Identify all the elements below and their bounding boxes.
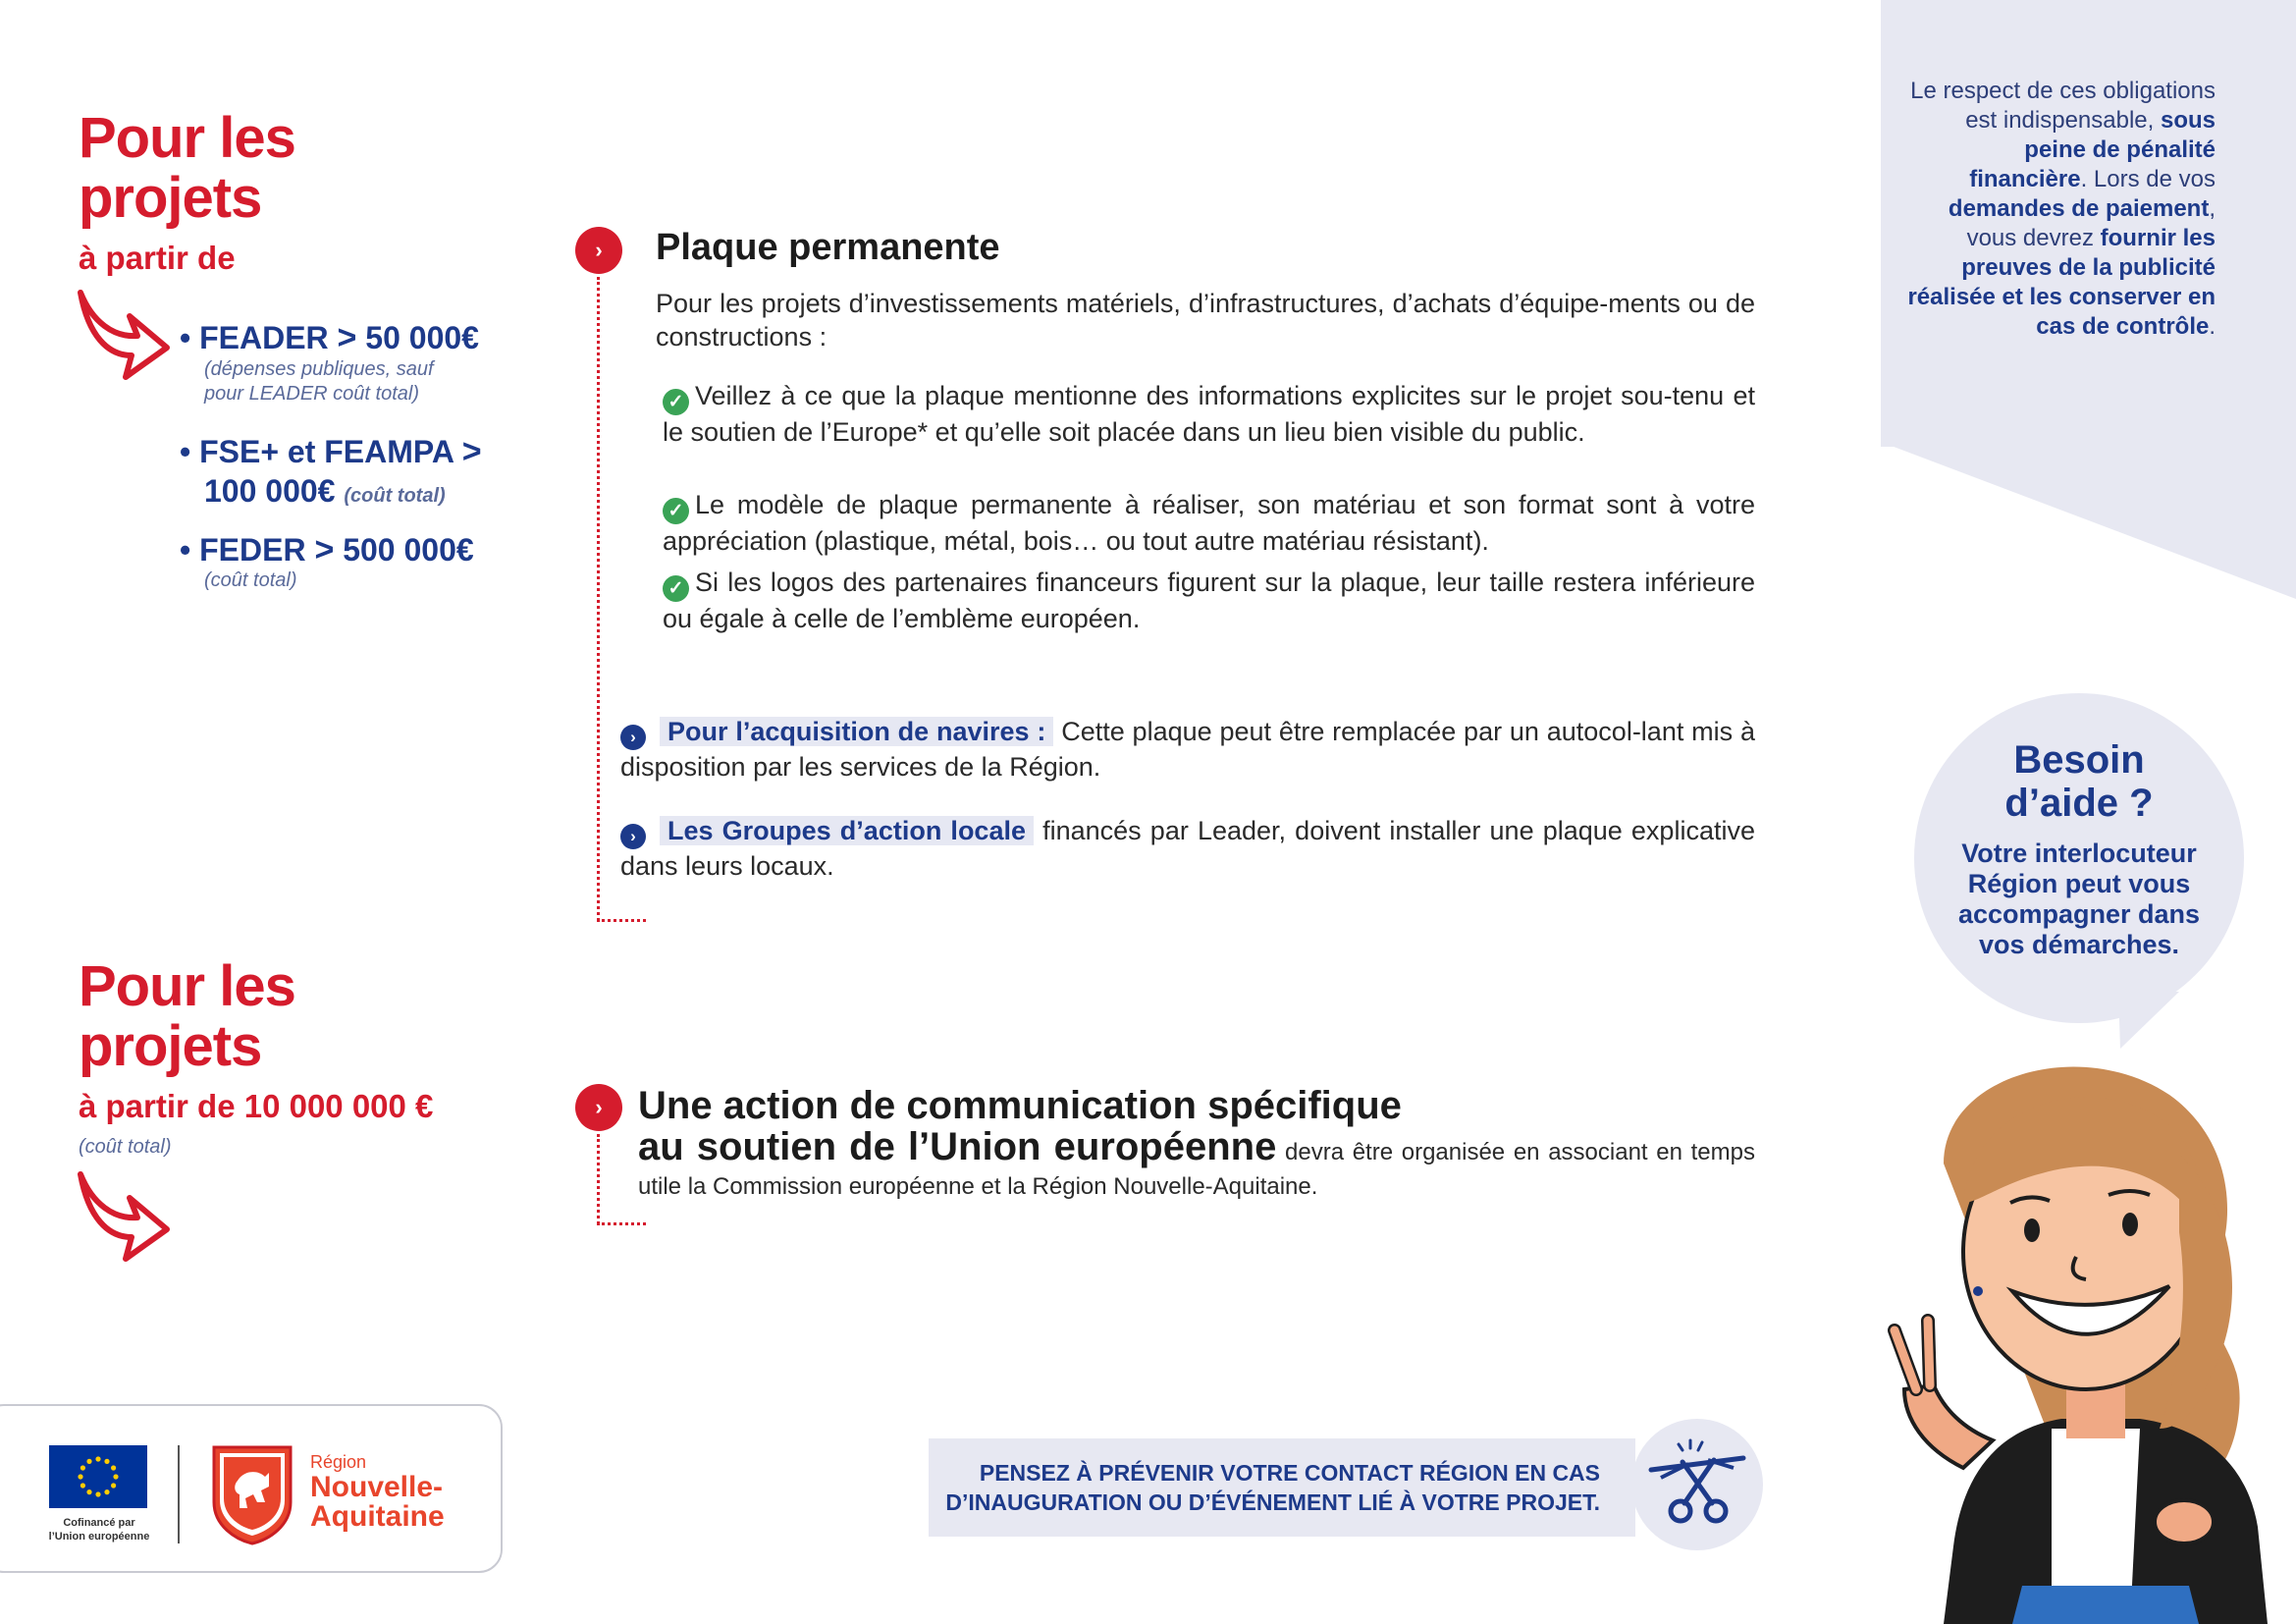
red-arrow-icon: [75, 1168, 173, 1267]
sidebar-text-part: . Lors de vos: [2080, 166, 2216, 192]
check-icon: ✓: [663, 389, 689, 415]
check-item-3: [663, 566, 1755, 635]
timeline-line: [597, 277, 600, 921]
section2-text: devra être organisée en associant en temps utile la Commission européenne et la Région Nouvelle-Aquitaine.: [638, 1139, 1755, 1200]
section2-title-line2: au soutien de l’Union européenne: [638, 1125, 1277, 1168]
help-title-line2: d’aide ?: [2004, 782, 2154, 825]
banner-line1: PENSEZ À PRÉVENIR VOTRE CONTACT RÉGION EN CAS: [979, 1460, 1600, 1486]
sidebar-text-part: , vous devrez: [1966, 195, 2216, 251]
section2-bullet-icon: ›: [575, 1084, 622, 1131]
note-text: Cette plaque peut être remplacée par un autocol-lant mis à disposition par les services de la Région.: [620, 717, 1755, 782]
check-text-2: Le modèle de plaque permanente à réaliser, son matériau et son format sont à votre appréciation (plastique, métal, bois… ou tout autre matériau résistant).: [663, 490, 1755, 556]
sidebar-bold-part: demandes de paiement: [1948, 195, 2210, 222]
bubble-tail: [2110, 992, 2179, 1051]
fund-note: (coût total): [204, 569, 297, 591]
block1-title-line2: projets: [79, 166, 262, 230]
check-icon: ✓: [663, 498, 689, 524]
eu-flag-icon: [49, 1445, 147, 1508]
fund-name: FEDER: [199, 532, 306, 568]
block2-note: (coût total): [79, 1136, 172, 1158]
sidebar-text: [1901, 77, 2216, 342]
eu-caption: [35, 1516, 163, 1543]
region-shield-icon: [210, 1443, 294, 1545]
section1-title: Plaque permanente: [656, 227, 1000, 268]
block2-title-line1: Pour les: [79, 954, 295, 1018]
fund-note: [180, 357, 479, 406]
block1-title: [79, 108, 295, 228]
fund-note-line2: pour LEADER coût total): [204, 383, 419, 405]
timeline-end: [597, 1222, 646, 1225]
check-item-1: [663, 379, 1755, 449]
chevron-right-icon: ›: [620, 725, 646, 750]
region-small: Région: [310, 1452, 367, 1472]
region-line1: Nouvelle-: [310, 1471, 444, 1503]
help-title-line1: Besoin: [2013, 738, 2145, 782]
banner-line2: D’INAUGURATION OU D’ÉVÉNEMENT LIÉ À VOTRE PROJET.: [945, 1489, 1600, 1515]
fund-name: FEADER: [199, 320, 329, 355]
note-gal: [620, 814, 1755, 883]
eu-caption-line2: l’Union européenne: [48, 1531, 150, 1543]
note-navires: [620, 715, 1755, 784]
help-title: [1914, 738, 2244, 825]
timeline-end: [597, 919, 646, 922]
fund-feder: • FEDER > 500 000€ (coût total): [180, 531, 474, 591]
sidebar-bold-part: sous peine de pénalité financière: [1969, 107, 2216, 192]
chevron-right-icon: ›: [620, 824, 646, 849]
note-highlight: Pour l’acquisition de navires :: [660, 717, 1053, 746]
timeline-line: [597, 1134, 600, 1224]
fund-feader: • FEADER > 50 000€ (dépenses publiques, sauf pour LEADER coût total): [180, 319, 479, 405]
block1-subtitle: à partir de: [79, 240, 236, 276]
woman-illustration: [1885, 1056, 2296, 1624]
fund-amount: 100 000€: [204, 473, 336, 509]
fund-gt: >: [314, 531, 335, 568]
section1-bullet-icon: ›: [575, 227, 622, 274]
block1-title-line1: Pour les: [79, 106, 295, 170]
red-arrow-icon: [75, 287, 173, 385]
banner-text: [929, 1438, 1635, 1517]
ribbon-scissors-icon: [1631, 1419, 1763, 1550]
section2-body: [638, 1126, 1755, 1206]
check-item-2: [663, 488, 1755, 558]
check-text-3: Si les logos des partenaires financeurs figurent sur la plaque, leur taille restera inférieure ou égale à celle de l’emblème européen.: [663, 568, 1755, 633]
block2-title-line2: projets: [79, 1014, 262, 1078]
block2-title: [79, 956, 295, 1076]
section1-intro: Pour les projets d’investissements matériels, d’infrastructures, d’achats d’équipe-ments ou de constructions :: [656, 289, 1755, 352]
help-bubble: [1914, 693, 2244, 1023]
section2-title: Une action de communication spécifique: [638, 1084, 1402, 1127]
fund-fse-feampa: • FSE+ et FEAMPA > 100 000€ (coût total): [180, 433, 482, 509]
sidebar-text-part: .: [2209, 313, 2216, 340]
reminder-banner: [929, 1438, 1635, 1537]
help-text: Votre interlocuteur Région peut vous accompagner dans vos démarches.: [1957, 839, 2201, 959]
sidebar-text-part: Le respect de ces obligations est indispensable,: [1910, 78, 2216, 134]
logo-divider: [178, 1445, 180, 1543]
eu-stars: [49, 1445, 147, 1508]
block2-subtitle: à partir de 10 000 000 €: [79, 1088, 434, 1124]
check-icon: ✓: [663, 575, 689, 602]
check-text-1: Veillez à ce que la plaque mentionne des informations explicites sur le projet sou-tenu et le soutien de l’Europe* et qu’elle soit placée dans un lieu bien visible du public.: [663, 381, 1755, 447]
fund-note-line1: (dépenses publiques, sauf: [204, 358, 434, 380]
region-logo-text: [310, 1452, 445, 1532]
sidebar-pointer: [1881, 442, 2296, 599]
fund-amount: 50 000€: [365, 320, 479, 355]
note-highlight: Les Groupes d’action locale: [660, 816, 1034, 845]
fund-amount: 500 000€: [343, 532, 474, 568]
fund-gt: >: [337, 319, 357, 356]
eu-caption-line1: Cofinancé par: [63, 1517, 135, 1529]
ribbon-scissors-icon-svg: [1631, 1419, 1763, 1550]
fund-gt: >: [461, 433, 482, 470]
note-text: financés par Leader, doivent installer une plaque explicative dans leurs locaux.: [620, 816, 1755, 881]
fund-name: FSE+ et FEAMPA: [199, 434, 454, 469]
region-line2: Aquitaine: [310, 1500, 445, 1533]
sidebar-bold-part: fournir les preuves de la publicité réalisée et les conserver en cas de contrôle: [1907, 225, 2216, 340]
fund-note: (coût total): [344, 485, 446, 507]
